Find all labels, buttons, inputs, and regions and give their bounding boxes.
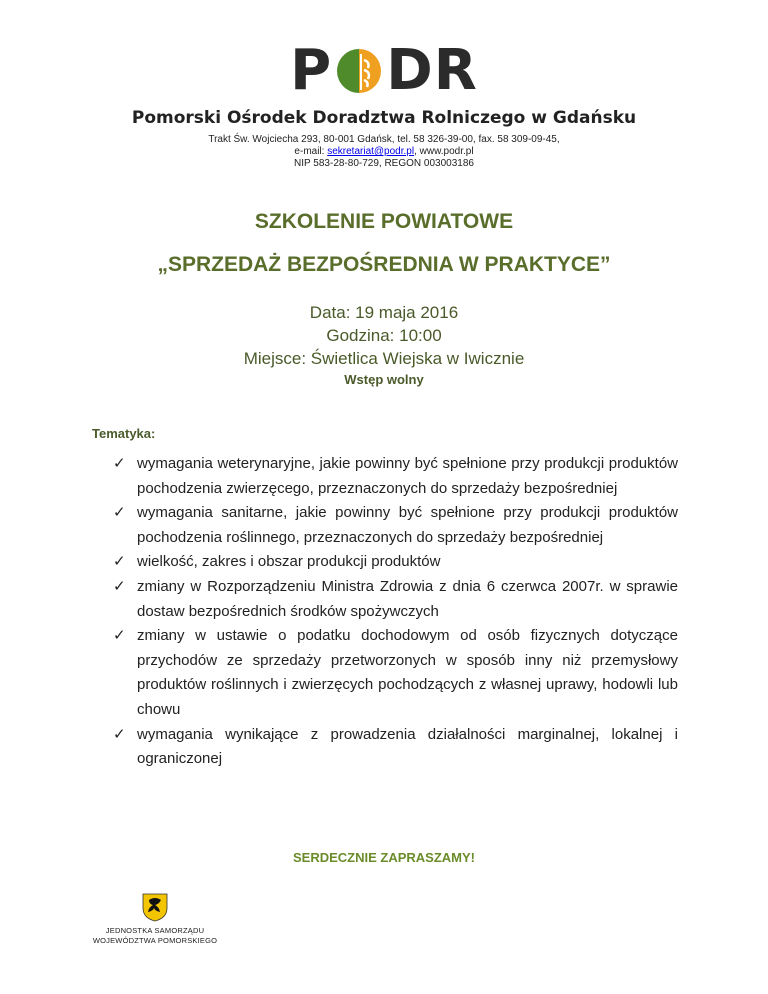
topic-text: zmiany w ustawie o podatku dochodowym od osób fizycznych dotyczące przychodów ze sprzedaży przetworzonych w sposób inny niż przemysłowy produktów roślinnych i zwierzęcych pochodzących z własnej uprawy, hodowli lub chowu [137,627,678,718]
check-icon: ✓ [113,504,126,522]
podr-logo-mark-icon [334,46,384,96]
pomorskie-emblem-icon [140,892,170,922]
topic-item [113,624,678,722]
contact-info [0,134,768,170]
footer-line2: WOJEWÓDZTWA POMORSKIEGO [92,936,218,945]
check-icon: ✓ [113,577,126,595]
topics-list [113,452,678,772]
check-icon: ✓ [113,553,126,571]
contact-email-line [0,146,768,158]
organization-name: Pomorski Ośrodek Doradztwa Rolniczego w Gdańsku [131,108,637,128]
contact-tax-ids: NIP 583-28-80-729, REGON 003003186 [294,158,474,169]
contact-website: , www.podr.pl [414,146,474,157]
topic-item [113,550,678,575]
topic-text: zmiany w Rozporządzeniu Ministra Zdrowia z dnia 6 czerwca 2007r. w sprawie dostaw bezpośrednich środków spożywczych [137,577,678,620]
event-time: Godzina: 10:00 [326,326,442,345]
topic-text: wymagania sanitarne, jakie powinny być spełnione przy produkcji produktów pochodzenia roślinnego, przeznaczonych do sprzedaży bezpośredniej [137,504,678,546]
topic-text: wymagania weterynaryjne, jakie powinny być spełnione przy produkcji produktów pochodzenia zwierzęcego, przeznaczonych do sprzedaży bezpośredniej [137,455,678,497]
event-date: Data: 19 maja 2016 [309,303,459,322]
topics-heading: Tematyka: [92,426,156,441]
entry-note: Wstęp wolny [344,372,424,387]
training-title: SZKOLENIE POWIATOWE [254,210,514,233]
event-details [0,301,768,370]
topic-item [113,575,678,624]
event-place: Miejsce: Świetlica Wiejska w Iwicznie [243,349,525,368]
podr-logo [0,38,768,103]
topic-item [113,723,678,772]
topic-item [113,501,678,550]
footer-logo [90,892,220,946]
footer-line1: JEDNOSTKA SAMORZĄDU [105,926,205,935]
email-link[interactable]: sekretariat@podr.pl [327,146,415,157]
contact-address: Trakt Św. Wojciecha 293, 80-001 Gdańsk, tel. 58 326-39-00, fax. 58 309-09-45, [208,134,560,145]
training-subtitle: „SPRZEDAŻ BEZPOŚREDNIA W PRAKTYCE” [157,253,611,276]
topic-item [113,452,678,501]
check-icon: ✓ [113,627,126,645]
closing-invitation: SERDECZNIE ZAPRASZAMY! [292,850,475,865]
check-icon: ✓ [113,455,126,472]
logo-letters-dr: DR [386,38,478,103]
topic-text: wielkość, zakres i obszar produkcji produktów [137,553,441,571]
logo-letter-p: P [290,38,333,103]
check-icon: ✓ [113,725,126,743]
contact-email-prefix: e-mail: [294,146,328,157]
topic-text: wymagania wynikające z prowadzenia działalności marginalnej, lokalnej i ograniczonej [137,725,678,768]
